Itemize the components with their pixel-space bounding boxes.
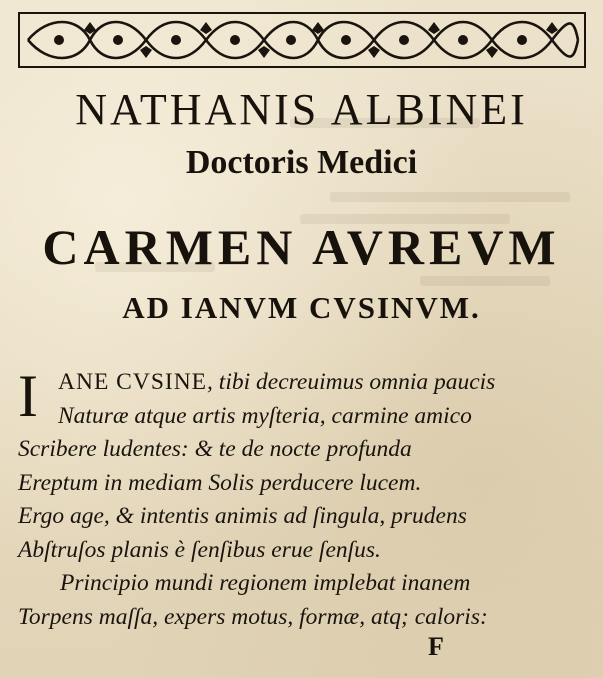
poem-line: Ergo age, & intentis animis ad ſingula, prudens [18, 503, 467, 529]
poem-line: Principio mundi regionem implebat inanem [60, 570, 471, 596]
work-title: CARMEN AVREVM [42, 219, 561, 275]
drop-cap: I [18, 363, 38, 429]
signature-mark: F [428, 632, 444, 661]
author-title: Doctoris Medici [185, 144, 418, 181]
poem-body [18, 363, 588, 634]
poem-line-text: , tibi decreuimus omnia paucis [207, 369, 496, 395]
poem-line: Abſtruſos planis è ſenſibus erue ſenſus. [18, 536, 381, 563]
poem-line: Torpens maſſa, expers motus, formæ, atq; caloris: [18, 603, 488, 630]
author-name: NATHANIS ALBINEI [75, 85, 528, 134]
poem-line: Ereptum in mediam Solis perducere lucem. [18, 469, 422, 496]
poem-line: Naturæ atque artis myſteria, carmine amico [58, 402, 472, 429]
decorative-header-ornament [18, 12, 586, 68]
poem-line: Scribere ludentes: & te de nocte profunda [18, 436, 412, 462]
poem-address: ANE CVSINE [58, 369, 208, 395]
poem-line [18, 366, 588, 400]
dedication: AD IANVM CVSINVM. [122, 290, 481, 325]
